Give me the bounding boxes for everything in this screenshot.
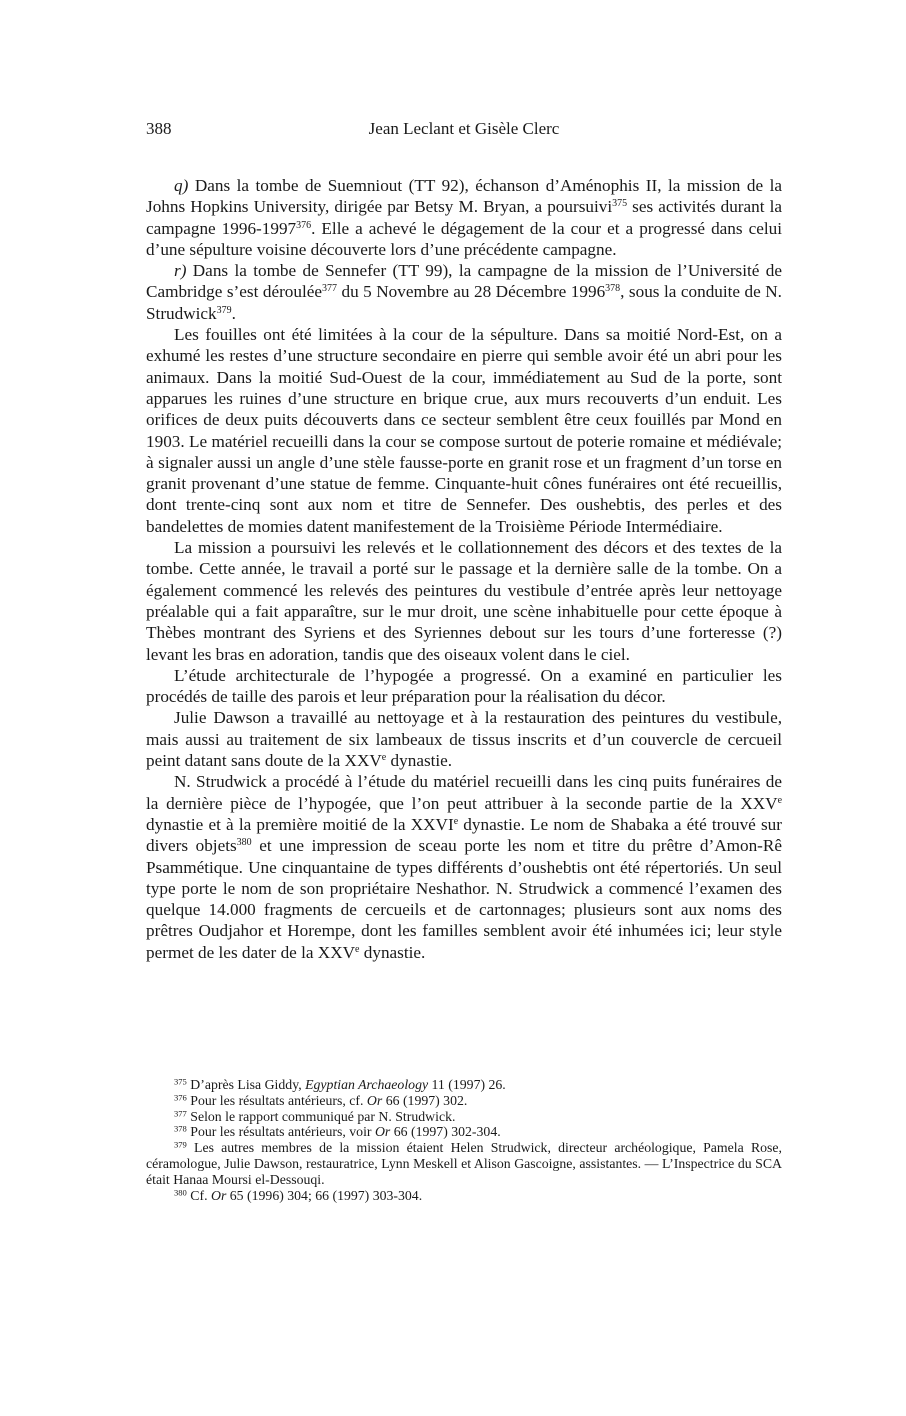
footnote-ref: e — [777, 794, 782, 806]
page-header — [146, 119, 782, 141]
text-run: . Elle a achevé le dégagement de la cour et a progressé dans celui d’une sépulture voisine découverte lors d’une précédente campagne. — [146, 218, 782, 259]
footnote-text: Selon le rapport communiqué par N. Strudwick. — [186, 1108, 456, 1124]
text-run: Dans la tombe de Sennefer (TT 99), la campagne de la mission de l’Université de Cambridge s’est déroulée — [146, 261, 782, 302]
footnote-text: 11 (1997) 26. — [428, 1077, 506, 1092]
footnote-ref: e — [355, 943, 360, 955]
footnote-ref: 376 — [296, 219, 312, 231]
footnote-ref: 378 — [174, 1123, 187, 1134]
italic-text: Or — [210, 1187, 227, 1203]
footnote-text: Cf. — [186, 1187, 211, 1203]
paragraph — [146, 771, 782, 963]
text-run: La mission a poursuivi les relevés et le collationnement des décors et des textes de la tombe. Cette année, le travail a porté sur le passage et la dernière salle de la tombe. On a également commencé les relevés des peintures du vestibule d’entrée après leur nettoyage préalable qui a fait apparaître, sur le mur droit, une scène inhabituelle pour cette époque à Thèbes montrant des Syriens et des Syriennes debout sur les tours d’une forteresse (?) levant les bras en adoration, tandis que des oiseaux volent dans le ciel. — [146, 538, 782, 664]
footnote — [146, 1140, 782, 1187]
paragraph — [146, 175, 782, 260]
footnote-ref: 380 — [236, 837, 252, 849]
paragraph — [146, 707, 782, 771]
italic-text: Or — [374, 1124, 391, 1140]
footnote-text: 66 (1997) 302-304. — [390, 1124, 501, 1140]
footnote-text: Pour les résultats antérieurs, voir — [186, 1124, 375, 1140]
footnote — [146, 1188, 782, 1204]
text-run: L’étude architecturale de l’hypogée a progressé. On a examiné en particulier les procédés de taille des parois et leur préparation pour la réalisation du décor. — [146, 665, 782, 707]
footnote — [146, 1124, 782, 1140]
text-run: dynastie. — [386, 751, 453, 771]
text-run: Julie Dawson a travaillé au nettoyage et à la restauration des peintures du vestibule, mais aussi au traitement de six lambeaux de tissus inscrits et d’un couvercle de cercueil peint datant sans doute de la XXV — [146, 708, 782, 771]
footnote-ref: e — [381, 751, 387, 763]
text-run: dynastie. Le nom de Shabaka a été trouvé sur divers objets — [146, 814, 782, 856]
footnote-text: Pour les résultats antérieurs, cf. — [186, 1092, 367, 1108]
footnote-ref: 375 — [174, 1076, 187, 1087]
footnote-text: 65 (1996) 304; 66 (1997) 303-304. — [226, 1187, 423, 1203]
text-run: dynastie et à la première moitié de la XXVI — [146, 814, 454, 834]
text-run: et une impression de sceau porte les nom et titre du prêtre d’Amon-Rê Psammétique. Une cinquantaine de types différents d’oushebtis ont été répertoriés. Un seul type porte le nom de son propriétaire Neshathor. N. Strudwick a commencé l’examen des quelque 14.000 fragments de cercueils et de cartonnages; plusieurs sont aux noms des prêtres Oudjahor et Horempe, dont les familles semblent avoir été inhumées ici; leur style permet de les dater de la XXV — [146, 836, 782, 962]
italic-text: q) — [174, 176, 189, 195]
footnotes — [146, 1077, 782, 1203]
text-run: ses activités durant la campagne 1996-1997 — [146, 197, 783, 238]
paragraph — [146, 260, 782, 324]
paragraph — [146, 665, 782, 708]
footnote-text: Les autres membres de la mission étaient Helen Strudwick, directeur archéologique, Pamela Rose, céramologue, Julie Dawson, restauratrice, Lynn Meskell et Alison Gascoigne, assistantes. — L’Inspectrice du SCA était Hanaa Moursi el-Dessouqi. — [146, 1140, 782, 1187]
footnote-ref: 377 — [322, 283, 337, 295]
footnote-ref: 375 — [612, 198, 628, 210]
footnote-ref: 379 — [174, 1139, 187, 1150]
text-run: Dans la tombe de Suemniout (TT 92), échanson d’Aménophis II, la mission de la Johns Hopkins University, dirigée par Betsy M. Bryan, a poursuivi — [146, 176, 782, 217]
footnote-text: 66 (1997) 302. — [382, 1092, 468, 1108]
footnote-ref: e — [453, 815, 459, 827]
italic-text: r) — [174, 261, 187, 281]
footnote-ref: 379 — [216, 304, 232, 316]
body-text — [146, 175, 782, 963]
footnote-ref: 377 — [174, 1107, 187, 1118]
page-number: 388 — [146, 119, 172, 138]
footnote — [146, 1109, 782, 1125]
footnote — [146, 1093, 782, 1109]
text-run: . — [231, 303, 236, 323]
italic-text: Or — [366, 1092, 383, 1108]
paragraph — [146, 537, 782, 665]
footnote-ref: 376 — [174, 1092, 187, 1103]
paragraph — [146, 324, 782, 537]
text-run: dynastie. — [359, 942, 426, 962]
text-run: Les fouilles ont été limitées à la cour de la sépulture. Dans sa moitié Nord-Est, on a exhumé les restes d’une structure secondaire en pierre qui semble avoir été un abri pour les animaux. Dans la moitié Sud-Ouest de la cour, immédiatement au Sud de la porte, sont apparues les ruines d’une structure en brique crue, aux murs recouverts d’un enduit. Les orifices de deux puits découverts dans ce secteur semblent être ceux fouillés par Mond en 1903. Le matériel recueilli dans la cour se compose surtout de poterie romaine et médiévale; à signaler aussi un angle d’une stèle fausse-porte en granit rose et un fragment d’un torse en granit provenant d’une statue de femme. Cinquante-huit cônes funéraires ont été recueillis, dont trente-cinq sont aux nom et titre de Sennefer. Des oushebtis, des perles et des bandelettes de momies datent manifestement de la Troisième Période Intermédiaire. — [146, 325, 782, 536]
footnote — [146, 1077, 782, 1093]
footnote-ref: 380 — [174, 1186, 187, 1197]
text-run: du 5 Novembre au 28 Décembre 1996 — [336, 282, 606, 302]
text-run: , sous la conduite de N. Strudwick — [146, 282, 782, 323]
italic-text: Egyptian Archaeology — [305, 1077, 429, 1092]
footnote-text: D’après Lisa Giddy, — [186, 1077, 306, 1092]
text-run: N. Strudwick a procédé à l’étude du matériel recueilli dans les cinq puits funéraires de la dernière pièce de l’hypogée, que l’on peut attribuer à la seconde partie de la XXV — [146, 772, 782, 813]
footnote-ref: 378 — [605, 283, 621, 295]
running-title: Jean Leclant et Gisèle Clerc — [368, 119, 560, 138]
